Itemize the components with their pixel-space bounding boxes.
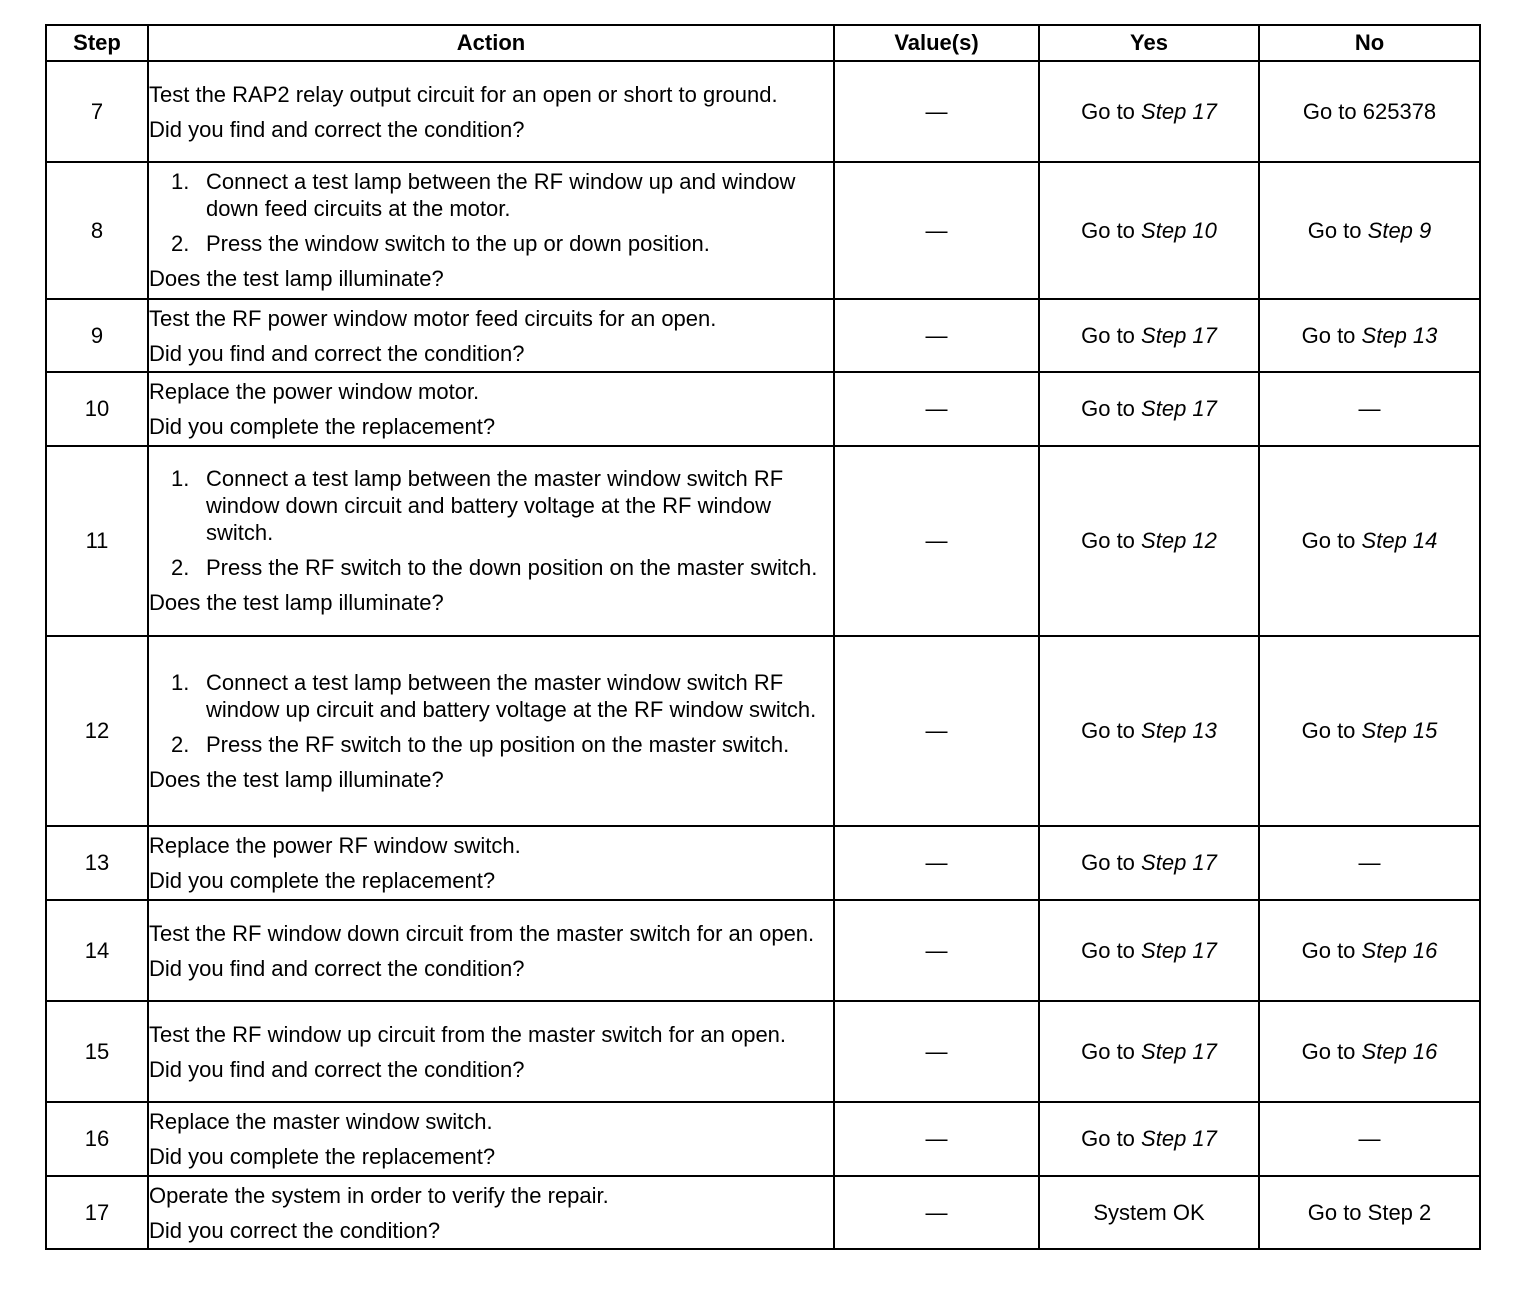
values-cell: — <box>834 826 1039 900</box>
yes-step-ref: Step 12 <box>1141 528 1217 553</box>
yes-text: Go to <box>1081 322 1135 348</box>
no-text: Go to Step 2 <box>1307 1199 1432 1225</box>
action-cell <box>148 299 834 372</box>
no-cell <box>1259 826 1480 900</box>
action-cell <box>148 1001 834 1102</box>
action-question: Did you correct the condition? <box>149 1217 441 1243</box>
action-question: Did you complete the replacement? <box>149 414 496 439</box>
action-text: Test the RF power window motor feed circuits for an open. <box>149 305 717 331</box>
header-action: Action <box>148 25 834 61</box>
table-row <box>46 446 1480 636</box>
no-text: Go to <box>1301 937 1356 963</box>
action-question: Did you find and correct the condition? <box>149 955 525 981</box>
yes-text: Go to <box>1081 850 1135 875</box>
action-question: Did you find and correct the condition? <box>149 340 525 366</box>
no-text: Go to <box>1301 1038 1356 1064</box>
action-step-text: Press the RF switch to the down position on the master switch. <box>206 555 818 580</box>
no-text: — <box>1358 1126 1381 1151</box>
action-step-item <box>149 554 833 581</box>
no-text: Go to <box>1301 322 1356 348</box>
action-cell <box>148 1102 834 1176</box>
header-step: Step <box>46 25 148 61</box>
values-cell: — <box>834 299 1039 372</box>
yes-cell <box>1039 900 1259 1001</box>
no-text: Go to 625378 <box>1302 98 1437 124</box>
values-cell: — <box>834 1176 1039 1249</box>
yes-text: Go to <box>1081 718 1135 743</box>
values-cell: — <box>834 636 1039 826</box>
table-row <box>46 61 1480 162</box>
yes-text: Go to <box>1081 396 1135 421</box>
action-step-number: 1. <box>171 466 190 491</box>
yes-text: System OK <box>1093 1199 1205 1225</box>
values-cell: — <box>834 446 1039 636</box>
yes-cell <box>1039 299 1259 372</box>
diagnostic-table <box>45 24 1481 1250</box>
yes-step-ref: Step 17 <box>1141 850 1217 875</box>
action-step-item <box>149 669 833 723</box>
action-text: Replace the master window switch. <box>149 1109 493 1134</box>
no-cell <box>1259 61 1480 162</box>
action-cell <box>148 446 834 636</box>
step-cell: 13 <box>46 826 148 900</box>
step-cell: 9 <box>46 299 148 372</box>
action-text: Replace the power RF window switch. <box>149 833 521 858</box>
action-step-item <box>149 465 833 546</box>
action-step-number: 2. <box>171 231 190 256</box>
step-cell: 7 <box>46 61 148 162</box>
action-cell <box>148 826 834 900</box>
no-cell <box>1259 372 1480 446</box>
step-cell: 11 <box>46 446 148 636</box>
yes-text: Go to <box>1081 1038 1135 1064</box>
no-cell <box>1259 900 1480 1001</box>
no-text: — <box>1358 850 1381 875</box>
header-row <box>46 25 1480 61</box>
header-yes: Yes <box>1039 25 1259 61</box>
action-step-text: Press the window switch to the up or down position. <box>206 231 710 256</box>
action-step-number: 2. <box>171 731 190 757</box>
no-cell <box>1259 1102 1480 1176</box>
yes-cell <box>1039 162 1259 299</box>
yes-cell <box>1039 826 1259 900</box>
step-cell: 17 <box>46 1176 148 1249</box>
action-question: Did you find and correct the condition? <box>149 1056 525 1082</box>
action-cell <box>148 372 834 446</box>
no-text: Go to <box>1301 718 1356 743</box>
yes-cell <box>1039 61 1259 162</box>
step-cell: 15 <box>46 1001 148 1102</box>
step-cell: 14 <box>46 900 148 1001</box>
table-body <box>46 61 1480 1249</box>
yes-cell <box>1039 1102 1259 1176</box>
values-cell: — <box>834 372 1039 446</box>
yes-text: Go to <box>1081 98 1135 124</box>
yes-text: Go to <box>1081 217 1135 243</box>
action-step-item <box>149 230 833 257</box>
values-cell: — <box>834 61 1039 162</box>
no-step-ref: Step 16 <box>1361 1038 1438 1064</box>
no-cell <box>1259 1176 1480 1249</box>
yes-text: Go to <box>1081 528 1135 553</box>
step-cell: 8 <box>46 162 148 299</box>
yes-step-ref: Step 17 <box>1141 1038 1217 1064</box>
action-question: Does the test lamp illuminate? <box>149 590 444 615</box>
no-cell <box>1259 1001 1480 1102</box>
action-question: Does the test lamp illuminate? <box>149 766 444 792</box>
yes-step-ref: Step 17 <box>1141 322 1217 348</box>
yes-step-ref: Step 13 <box>1141 718 1217 743</box>
no-step-ref: Step 15 <box>1361 718 1438 743</box>
action-step-text: Connect a test lamp between the master window switch RF window up circuit and battery voltage at the RF window switch. <box>206 669 817 722</box>
no-step-ref: Step 13 <box>1361 322 1438 348</box>
values-cell: — <box>834 162 1039 299</box>
no-text: — <box>1358 396 1381 421</box>
action-steps-list <box>149 669 833 758</box>
yes-cell <box>1039 1001 1259 1102</box>
table-row <box>46 162 1480 299</box>
action-step-text: Connect a test lamp between the RF window up and window down feed circuits at the motor. <box>206 169 796 221</box>
no-cell <box>1259 446 1480 636</box>
yes-step-ref: Step 17 <box>1141 396 1217 421</box>
step-cell: 16 <box>46 1102 148 1176</box>
table-row <box>46 372 1480 446</box>
step-cell: 12 <box>46 636 148 826</box>
table-row <box>46 900 1480 1001</box>
action-step-text: Connect a test lamp between the master window switch RF window down circuit and battery voltage at the RF window switch. <box>206 466 784 545</box>
header-values: Value(s) <box>834 25 1039 61</box>
yes-step-ref: Step 17 <box>1141 937 1217 963</box>
action-question: Did you complete the replacement? <box>149 868 496 893</box>
action-question: Did you complete the replacement? <box>149 1144 496 1169</box>
yes-step-ref: Step 17 <box>1141 1126 1217 1151</box>
no-text: Go to <box>1307 217 1362 243</box>
no-text: Go to <box>1301 528 1356 553</box>
yes-cell <box>1039 446 1259 636</box>
values-cell: — <box>834 1102 1039 1176</box>
yes-text: Go to <box>1081 1126 1135 1151</box>
action-text: Test the RF window down circuit from the master switch for an open. <box>149 920 815 946</box>
action-text: Test the RF window up circuit from the master switch for an open. <box>149 1021 787 1047</box>
action-step-item <box>149 731 833 758</box>
yes-cell <box>1039 372 1259 446</box>
yes-text: Go to <box>1081 937 1135 963</box>
no-step-ref: Step 9 <box>1367 217 1432 243</box>
action-question: Did you find and correct the condition? <box>149 116 525 142</box>
yes-step-ref: Step 10 <box>1141 217 1217 243</box>
yes-cell <box>1039 1176 1259 1249</box>
yes-cell <box>1039 636 1259 826</box>
table-row <box>46 636 1480 826</box>
table-row <box>46 299 1480 372</box>
table-row <box>46 1102 1480 1176</box>
action-step-item <box>149 168 833 222</box>
action-cell <box>148 61 834 162</box>
no-cell <box>1259 299 1480 372</box>
no-cell <box>1259 162 1480 299</box>
table-row <box>46 826 1480 900</box>
action-steps-list <box>149 168 833 257</box>
action-text: Replace the power window motor. <box>149 379 480 404</box>
action-cell <box>148 636 834 826</box>
action-cell <box>148 162 834 299</box>
action-cell <box>148 1176 834 1249</box>
no-cell <box>1259 636 1480 826</box>
action-text: Operate the system in order to verify the repair. <box>149 1182 609 1208</box>
action-step-number: 2. <box>171 555 190 580</box>
yes-step-ref: Step 17 <box>1141 98 1217 124</box>
action-step-text: Press the RF switch to the up position on the master switch. <box>206 731 790 757</box>
header-no: No <box>1259 25 1480 61</box>
values-cell: — <box>834 900 1039 1001</box>
action-cell <box>148 900 834 1001</box>
action-question: Does the test lamp illuminate? <box>149 266 444 291</box>
action-step-number: 1. <box>171 169 190 194</box>
step-cell: 10 <box>46 372 148 446</box>
values-cell: — <box>834 1001 1039 1102</box>
no-step-ref: Step 14 <box>1361 528 1438 553</box>
action-step-number: 1. <box>171 669 190 695</box>
table-row <box>46 1001 1480 1102</box>
table-row <box>46 1176 1480 1249</box>
no-step-ref: Step 16 <box>1361 937 1438 963</box>
action-steps-list <box>149 465 833 581</box>
action-text: Test the RAP2 relay output circuit for an open or short to ground. <box>149 81 778 107</box>
